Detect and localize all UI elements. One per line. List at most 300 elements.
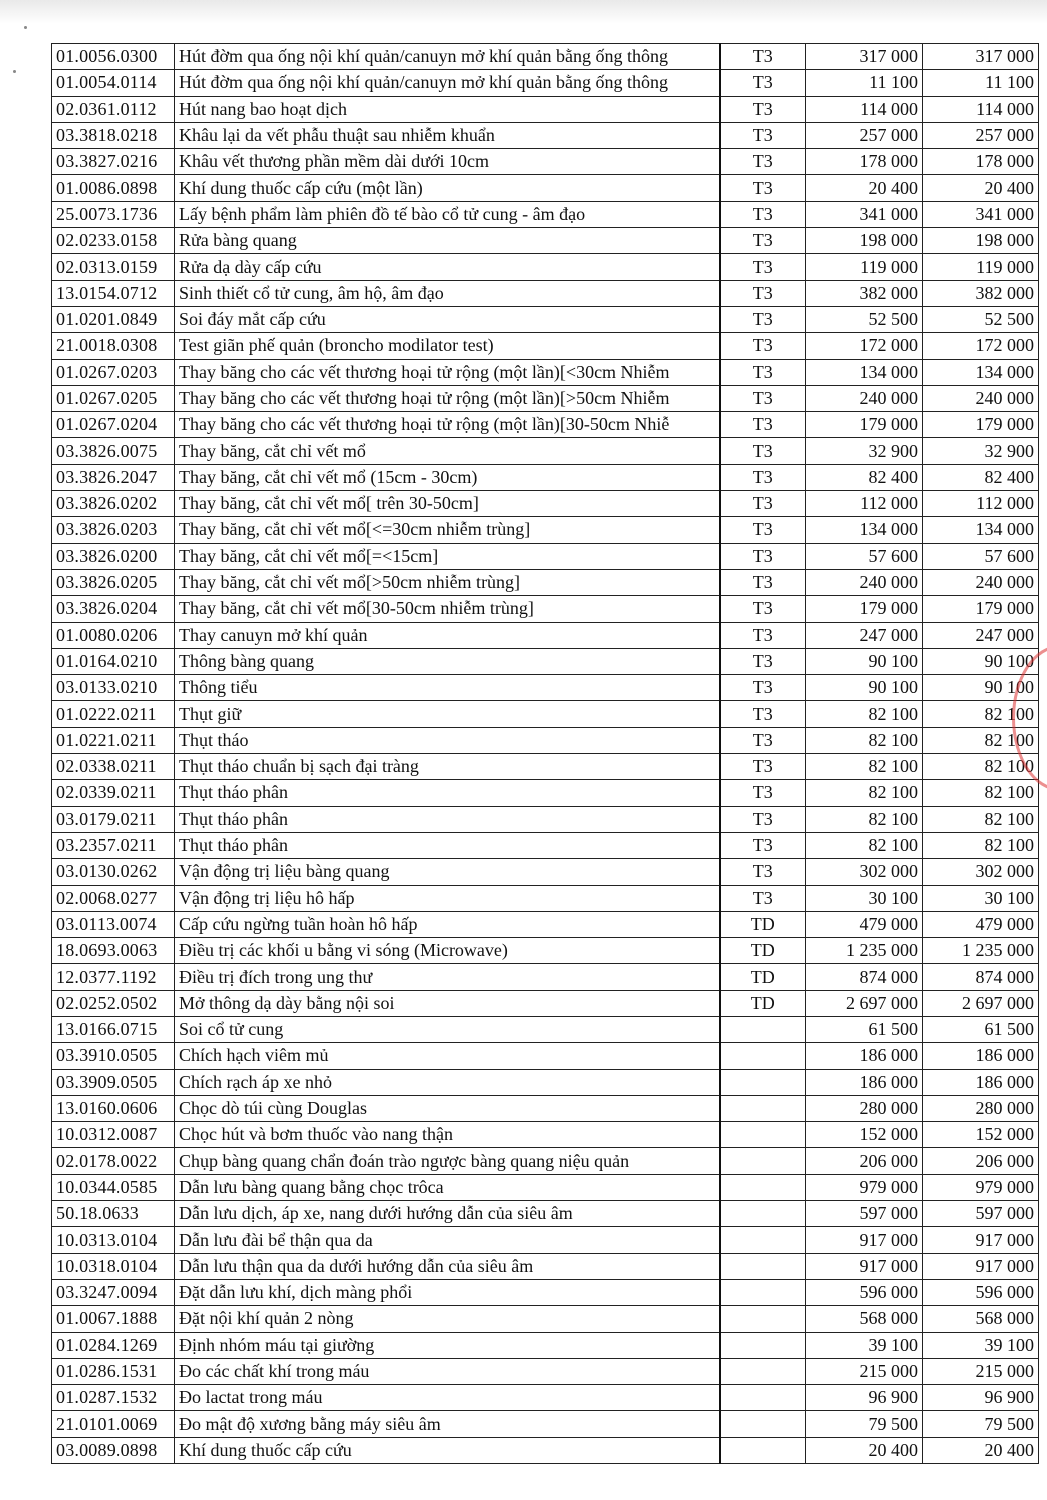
price-cell: 917 000 xyxy=(923,1227,1039,1253)
price-cell: 11 100 xyxy=(806,70,923,96)
service-code-cell: 03.3826.2047 xyxy=(52,464,175,490)
service-name-cell: Vận động trị liệu hô hấp xyxy=(175,885,720,911)
price-cell: 30 100 xyxy=(923,885,1039,911)
category-cell xyxy=(720,1253,806,1279)
service-name-cell: Thụt tháo phân xyxy=(175,780,720,806)
price-cell: 302 000 xyxy=(806,859,923,885)
category-cell xyxy=(720,1016,806,1042)
service-name-cell: Cấp cứu ngừng tuần hoàn hô hấp xyxy=(175,911,720,937)
price-table xyxy=(51,43,1039,1464)
category-cell: T3 xyxy=(720,543,806,569)
table-row xyxy=(52,648,1039,674)
table-row xyxy=(52,1122,1039,1148)
price-cell: 90 100 xyxy=(923,648,1039,674)
service-name-cell: Lấy bệnh phẩm làm phiên đồ tế bào cổ tử cung - âm đạo xyxy=(175,201,720,227)
category-cell: T3 xyxy=(720,859,806,885)
table-row xyxy=(52,1385,1039,1411)
service-name-cell: Đo các chất khí trong máu xyxy=(175,1358,720,1384)
category-cell: T3 xyxy=(720,412,806,438)
price-cell: 114 000 xyxy=(806,96,923,122)
service-code-cell: 25.0073.1736 xyxy=(52,201,175,227)
table-row xyxy=(52,885,1039,911)
service-code-cell: 21.0101.0069 xyxy=(52,1411,175,1437)
price-cell: 32 900 xyxy=(806,438,923,464)
service-code-cell: 01.0221.0211 xyxy=(52,727,175,753)
service-code-cell: 03.3826.0203 xyxy=(52,517,175,543)
price-cell: 178 000 xyxy=(923,149,1039,175)
price-cell: 215 000 xyxy=(923,1358,1039,1384)
service-code-cell: 01.0267.0204 xyxy=(52,412,175,438)
price-cell: 317 000 xyxy=(923,44,1039,70)
table-row xyxy=(52,438,1039,464)
price-cell: 206 000 xyxy=(923,1148,1039,1174)
service-name-cell: Thụt tháo xyxy=(175,727,720,753)
service-code-cell: 03.3909.0505 xyxy=(52,1069,175,1095)
service-code-cell: 10.0344.0585 xyxy=(52,1174,175,1200)
price-cell: 186 000 xyxy=(923,1043,1039,1069)
service-name-cell: Chích rạch áp xe nhỏ xyxy=(175,1069,720,1095)
price-cell: 20 400 xyxy=(923,175,1039,201)
service-name-cell: Rửa dạ dày cấp cứu xyxy=(175,254,720,280)
service-name-cell: Thay băng cho các vết thương hoại tử rộng (một lần)[30-50cm Nhiễ xyxy=(175,412,720,438)
service-code-cell: 03.3827.0216 xyxy=(52,149,175,175)
price-cell: 597 000 xyxy=(923,1201,1039,1227)
table-row xyxy=(52,149,1039,175)
price-cell: 317 000 xyxy=(806,44,923,70)
service-name-cell: Khâu vết thương phần mềm dài dưới 10cm xyxy=(175,149,720,175)
price-cell: 382 000 xyxy=(923,280,1039,306)
category-cell: T3 xyxy=(720,780,806,806)
service-name-cell: Chọc dò túi cùng Douglas xyxy=(175,1095,720,1121)
table-row xyxy=(52,385,1039,411)
service-name-cell: Hút nang bao hoạt dịch xyxy=(175,96,720,122)
category-cell: T3 xyxy=(720,517,806,543)
category-cell: T3 xyxy=(720,70,806,96)
category-cell: T3 xyxy=(720,622,806,648)
category-cell: T3 xyxy=(720,885,806,911)
price-cell: 57 600 xyxy=(923,543,1039,569)
service-name-cell: Thay băng, cắt chỉ vết mổ xyxy=(175,438,720,464)
service-name-cell: Soi đáy mắt cấp cứu xyxy=(175,306,720,332)
category-cell: T3 xyxy=(720,149,806,175)
service-code-cell: 03.3826.0202 xyxy=(52,491,175,517)
price-cell: 341 000 xyxy=(923,201,1039,227)
service-name-cell: Chọc hút và bơm thuốc vào nang thận xyxy=(175,1122,720,1148)
service-name-cell: Khí dung thuốc cấp cứu xyxy=(175,1437,720,1463)
price-cell: 79 500 xyxy=(923,1411,1039,1437)
service-code-cell: 13.0166.0715 xyxy=(52,1016,175,1042)
service-name-cell: Thay băng cho các vết thương hoại tử rộng (một lần)[>50cm Nhiễm xyxy=(175,385,720,411)
price-cell: 479 000 xyxy=(806,911,923,937)
category-cell xyxy=(720,1437,806,1463)
service-code-cell: 01.0267.0205 xyxy=(52,385,175,411)
scan-speck xyxy=(24,26,27,29)
service-name-cell: Soi cổ tử cung xyxy=(175,1016,720,1042)
service-code-cell: 03.3826.0205 xyxy=(52,569,175,595)
table-row xyxy=(52,596,1039,622)
price-cell: 79 500 xyxy=(806,1411,923,1437)
service-name-cell: Định nhóm máu tại giường xyxy=(175,1332,720,1358)
service-code-cell: 12.0377.1192 xyxy=(52,964,175,990)
price-cell: 61 500 xyxy=(923,1016,1039,1042)
table-row xyxy=(52,333,1039,359)
table-row xyxy=(52,1437,1039,1463)
service-code-cell: 01.0286.1531 xyxy=(52,1358,175,1384)
service-name-cell: Chụp bàng quang chẩn đoán trào ngược bàng quang niệu quản xyxy=(175,1148,720,1174)
table-row xyxy=(52,1253,1039,1279)
service-code-cell: 03.3910.0505 xyxy=(52,1043,175,1069)
service-code-cell: 02.0178.0022 xyxy=(52,1148,175,1174)
service-name-cell: Rửa bàng quang xyxy=(175,228,720,254)
service-name-cell: Thay băng, cắt chỉ vết mổ[=<15cm] xyxy=(175,543,720,569)
price-cell: 172 000 xyxy=(923,333,1039,359)
price-cell: 206 000 xyxy=(806,1148,923,1174)
price-cell: 874 000 xyxy=(923,964,1039,990)
service-name-cell: Thay băng cho các vết thương hoại tử rộng (một lần)[<30cm Nhiễm xyxy=(175,359,720,385)
service-name-cell: Dẫn lưu thận qua da dưới hướng dẫn của siêu âm xyxy=(175,1253,720,1279)
table-row xyxy=(52,911,1039,937)
category-cell: T3 xyxy=(720,754,806,780)
service-name-cell: Thay canuyn mở khí quản xyxy=(175,622,720,648)
price-cell: 82 100 xyxy=(923,832,1039,858)
service-name-cell: Thông bàng quang xyxy=(175,648,720,674)
price-cell: 917 000 xyxy=(806,1227,923,1253)
scan-speck xyxy=(13,70,16,73)
service-code-cell: 50.18.0633 xyxy=(52,1201,175,1227)
service-name-cell: Đo lactat trong máu xyxy=(175,1385,720,1411)
price-cell: 568 000 xyxy=(806,1306,923,1332)
price-cell: 82 100 xyxy=(806,832,923,858)
service-name-cell: Thông tiểu xyxy=(175,675,720,701)
service-code-cell: 02.0338.0211 xyxy=(52,754,175,780)
table-row xyxy=(52,464,1039,490)
category-cell: T3 xyxy=(720,359,806,385)
service-code-cell: 01.0086.0898 xyxy=(52,175,175,201)
price-cell: 32 900 xyxy=(923,438,1039,464)
category-cell xyxy=(720,1174,806,1200)
price-cell: 82 100 xyxy=(923,701,1039,727)
table-row xyxy=(52,701,1039,727)
price-cell: 82 100 xyxy=(806,806,923,832)
price-cell: 596 000 xyxy=(923,1279,1039,1305)
category-cell: T3 xyxy=(720,385,806,411)
category-cell: T3 xyxy=(720,254,806,280)
service-name-cell: Thụt tháo phân xyxy=(175,832,720,858)
price-cell: 215 000 xyxy=(806,1358,923,1384)
service-name-cell: Chích hạch viêm mủ xyxy=(175,1043,720,1069)
service-code-cell: 21.0018.0308 xyxy=(52,333,175,359)
service-name-cell: Điều trị đích trong ung thư xyxy=(175,964,720,990)
price-cell: 257 000 xyxy=(923,122,1039,148)
category-cell: T3 xyxy=(720,832,806,858)
table-row xyxy=(52,1332,1039,1358)
price-cell: 82 400 xyxy=(806,464,923,490)
service-code-cell: 02.0313.0159 xyxy=(52,254,175,280)
service-code-cell: 03.0089.0898 xyxy=(52,1437,175,1463)
category-cell xyxy=(720,1095,806,1121)
price-cell: 90 100 xyxy=(806,648,923,674)
category-cell: T3 xyxy=(720,201,806,227)
price-cell: 257 000 xyxy=(806,122,923,148)
category-cell: T3 xyxy=(720,727,806,753)
service-name-cell: Đặt dẫn lưu khí, dịch màng phổi xyxy=(175,1279,720,1305)
table-row xyxy=(52,280,1039,306)
price-cell: 186 000 xyxy=(806,1043,923,1069)
table-row xyxy=(52,44,1039,70)
table-row xyxy=(52,1095,1039,1121)
service-code-cell: 01.0287.1532 xyxy=(52,1385,175,1411)
price-cell: 61 500 xyxy=(806,1016,923,1042)
table-row xyxy=(52,1016,1039,1042)
service-code-cell: 10.0313.0104 xyxy=(52,1227,175,1253)
service-name-cell: Thụt giữ xyxy=(175,701,720,727)
category-cell: T3 xyxy=(720,596,806,622)
price-cell: 52 500 xyxy=(806,306,923,332)
service-name-cell: Thay băng, cắt chỉ vết mổ[30-50cm nhiễm trùng] xyxy=(175,596,720,622)
price-cell: 280 000 xyxy=(923,1095,1039,1121)
table-row xyxy=(52,569,1039,595)
price-cell: 20 400 xyxy=(923,1437,1039,1463)
service-code-cell: 01.0054.0114 xyxy=(52,70,175,96)
scan-edge-shadow xyxy=(0,0,1047,24)
service-code-cell: 01.0284.1269 xyxy=(52,1332,175,1358)
price-cell: 134 000 xyxy=(806,517,923,543)
table-row xyxy=(52,1411,1039,1437)
price-cell: 39 100 xyxy=(923,1332,1039,1358)
price-table-body xyxy=(52,44,1039,1464)
price-cell: 20 400 xyxy=(806,1437,923,1463)
service-code-cell: 01.0267.0203 xyxy=(52,359,175,385)
table-row xyxy=(52,727,1039,753)
table-row xyxy=(52,122,1039,148)
table-row xyxy=(52,675,1039,701)
service-code-cell: 03.3818.0218 xyxy=(52,122,175,148)
service-name-cell: Thay băng, cắt chỉ vết mổ[>50cm nhiễm trùng] xyxy=(175,569,720,595)
service-name-cell: Thay băng, cắt chỉ vết mổ (15cm - 30cm) xyxy=(175,464,720,490)
table-row xyxy=(52,517,1039,543)
service-code-cell: 13.0160.0606 xyxy=(52,1095,175,1121)
table-row xyxy=(52,1227,1039,1253)
price-cell: 979 000 xyxy=(923,1174,1039,1200)
price-cell: 1 235 000 xyxy=(806,938,923,964)
service-name-cell: Dẫn lưu bàng quang bằng chọc trôca xyxy=(175,1174,720,1200)
service-code-cell: 03.3247.0094 xyxy=(52,1279,175,1305)
service-name-cell: Thụt tháo chuẩn bị sạch đại tràng xyxy=(175,754,720,780)
service-code-cell: 01.0067.1888 xyxy=(52,1306,175,1332)
price-cell: 979 000 xyxy=(806,1174,923,1200)
price-cell: 82 100 xyxy=(923,780,1039,806)
price-cell: 1 235 000 xyxy=(923,938,1039,964)
service-code-cell: 03.0113.0074 xyxy=(52,911,175,937)
category-cell xyxy=(720,1306,806,1332)
category-cell: T3 xyxy=(720,491,806,517)
price-cell: 568 000 xyxy=(923,1306,1039,1332)
table-row xyxy=(52,306,1039,332)
category-cell xyxy=(720,1201,806,1227)
service-code-cell: 02.0068.0277 xyxy=(52,885,175,911)
service-name-cell: Đặt nội khí quản 2 nòng xyxy=(175,1306,720,1332)
service-name-cell: Test giãn phế quản (broncho modilator test) xyxy=(175,333,720,359)
price-cell: 57 600 xyxy=(806,543,923,569)
service-name-cell: Thay băng, cắt chỉ vết mổ[<=30cm nhiễm trùng] xyxy=(175,517,720,543)
price-cell: 96 900 xyxy=(923,1385,1039,1411)
table-row xyxy=(52,622,1039,648)
price-cell: 30 100 xyxy=(806,885,923,911)
service-name-cell: Điều trị các khối u bằng vi sóng (Microwave) xyxy=(175,938,720,964)
table-row xyxy=(52,1358,1039,1384)
price-cell: 186 000 xyxy=(806,1069,923,1095)
service-code-cell: 03.3826.0200 xyxy=(52,543,175,569)
price-cell: 596 000 xyxy=(806,1279,923,1305)
service-code-cell: 03.0179.0211 xyxy=(52,806,175,832)
price-cell: 134 000 xyxy=(806,359,923,385)
category-cell: T3 xyxy=(720,569,806,595)
price-cell: 2 697 000 xyxy=(923,990,1039,1016)
table-row xyxy=(52,754,1039,780)
table-row xyxy=(52,990,1039,1016)
price-cell: 11 100 xyxy=(923,70,1039,96)
price-cell: 198 000 xyxy=(923,228,1039,254)
category-cell xyxy=(720,1069,806,1095)
category-cell xyxy=(720,1332,806,1358)
price-cell: 479 000 xyxy=(923,911,1039,937)
price-cell: 119 000 xyxy=(806,254,923,280)
service-code-cell: 01.0201.0849 xyxy=(52,306,175,332)
table-row xyxy=(52,254,1039,280)
service-code-cell: 01.0080.0206 xyxy=(52,622,175,648)
price-cell: 280 000 xyxy=(806,1095,923,1121)
service-code-cell: 18.0693.0063 xyxy=(52,938,175,964)
price-cell: 240 000 xyxy=(923,569,1039,595)
price-cell: 82 100 xyxy=(806,701,923,727)
price-cell: 82 100 xyxy=(923,727,1039,753)
table-row xyxy=(52,806,1039,832)
price-cell: 247 000 xyxy=(923,622,1039,648)
service-code-cell: 03.3826.0075 xyxy=(52,438,175,464)
category-cell: T3 xyxy=(720,438,806,464)
table-row xyxy=(52,832,1039,858)
table-row xyxy=(52,1174,1039,1200)
table-row xyxy=(52,780,1039,806)
category-cell: T3 xyxy=(720,175,806,201)
price-cell: 178 000 xyxy=(806,149,923,175)
table-row xyxy=(52,201,1039,227)
table-row xyxy=(52,1201,1039,1227)
price-cell: 240 000 xyxy=(806,385,923,411)
price-cell: 152 000 xyxy=(806,1122,923,1148)
price-cell: 597 000 xyxy=(806,1201,923,1227)
price-cell: 917 000 xyxy=(806,1253,923,1279)
price-cell: 90 100 xyxy=(923,675,1039,701)
price-cell: 302 000 xyxy=(923,859,1039,885)
table-row xyxy=(52,70,1039,96)
price-cell: 134 000 xyxy=(923,359,1039,385)
price-cell: 96 900 xyxy=(806,1385,923,1411)
service-code-cell: 01.0056.0300 xyxy=(52,44,175,70)
service-name-cell: Hút đờm qua ống nội khí quản/canuyn mở khí quản bằng ống thông xyxy=(175,70,720,96)
price-cell: 112 000 xyxy=(923,491,1039,517)
service-code-cell: 03.3826.0204 xyxy=(52,596,175,622)
service-code-cell: 03.0130.0262 xyxy=(52,859,175,885)
service-name-cell: Thụt tháo phân xyxy=(175,806,720,832)
service-code-cell: 02.0361.0112 xyxy=(52,96,175,122)
table-row xyxy=(52,938,1039,964)
table-row xyxy=(52,228,1039,254)
price-cell: 82 100 xyxy=(806,727,923,753)
category-cell: T3 xyxy=(720,701,806,727)
category-cell xyxy=(720,1358,806,1384)
price-cell: 179 000 xyxy=(923,596,1039,622)
category-cell: T3 xyxy=(720,44,806,70)
table-row xyxy=(52,543,1039,569)
category-cell: T3 xyxy=(720,675,806,701)
price-cell: 917 000 xyxy=(923,1253,1039,1279)
service-code-cell: 13.0154.0712 xyxy=(52,280,175,306)
price-cell: 114 000 xyxy=(923,96,1039,122)
service-code-cell: 01.0164.0210 xyxy=(52,648,175,674)
category-cell: TD xyxy=(720,990,806,1016)
price-cell: 179 000 xyxy=(806,412,923,438)
category-cell xyxy=(720,1385,806,1411)
price-cell: 240 000 xyxy=(806,569,923,595)
service-code-cell: 02.0252.0502 xyxy=(52,990,175,1016)
service-name-cell: Vận động trị liệu bàng quang xyxy=(175,859,720,885)
service-code-cell: 02.0233.0158 xyxy=(52,228,175,254)
price-cell: 179 000 xyxy=(923,412,1039,438)
price-cell: 240 000 xyxy=(923,385,1039,411)
price-cell: 82 100 xyxy=(923,754,1039,780)
category-cell: T3 xyxy=(720,464,806,490)
price-cell: 186 000 xyxy=(923,1069,1039,1095)
category-cell: T3 xyxy=(720,280,806,306)
price-cell: 52 500 xyxy=(923,306,1039,332)
category-cell xyxy=(720,1227,806,1253)
service-code-cell: 02.0339.0211 xyxy=(52,780,175,806)
category-cell xyxy=(720,1148,806,1174)
price-cell: 2 697 000 xyxy=(806,990,923,1016)
table-row xyxy=(52,964,1039,990)
price-cell: 874 000 xyxy=(806,964,923,990)
service-name-cell: Dẫn lưu dịch, áp xe, nang dưới hướng dẫn của siêu âm xyxy=(175,1201,720,1227)
table-row xyxy=(52,1043,1039,1069)
price-cell: 82 100 xyxy=(806,754,923,780)
price-cell: 341 000 xyxy=(806,201,923,227)
table-row xyxy=(52,1148,1039,1174)
service-name-cell: Sinh thiết cổ tử cung, âm hộ, âm đạo xyxy=(175,280,720,306)
service-name-cell: Khâu lại da vết phẫu thuật sau nhiễm khuẩn xyxy=(175,122,720,148)
category-cell: T3 xyxy=(720,648,806,674)
service-name-cell: Hút đờm qua ống nội khí quản/canuyn mở khí quản bằng ống thông xyxy=(175,44,720,70)
price-cell: 119 000 xyxy=(923,254,1039,280)
category-cell: T3 xyxy=(720,806,806,832)
table-row xyxy=(52,1069,1039,1095)
table-row xyxy=(52,96,1039,122)
category-cell: TD xyxy=(720,964,806,990)
service-code-cell: 03.0133.0210 xyxy=(52,675,175,701)
category-cell: T3 xyxy=(720,306,806,332)
table-row xyxy=(52,359,1039,385)
price-cell: 82 100 xyxy=(806,780,923,806)
table-row xyxy=(52,175,1039,201)
service-code-cell: 10.0318.0104 xyxy=(52,1253,175,1279)
category-cell: T3 xyxy=(720,333,806,359)
table-row xyxy=(52,1279,1039,1305)
service-name-cell: Khí dung thuốc cấp cứu (một lần) xyxy=(175,175,720,201)
service-code-cell: 03.2357.0211 xyxy=(52,832,175,858)
category-cell: TD xyxy=(720,938,806,964)
service-code-cell: 10.0312.0087 xyxy=(52,1122,175,1148)
category-cell xyxy=(720,1411,806,1437)
